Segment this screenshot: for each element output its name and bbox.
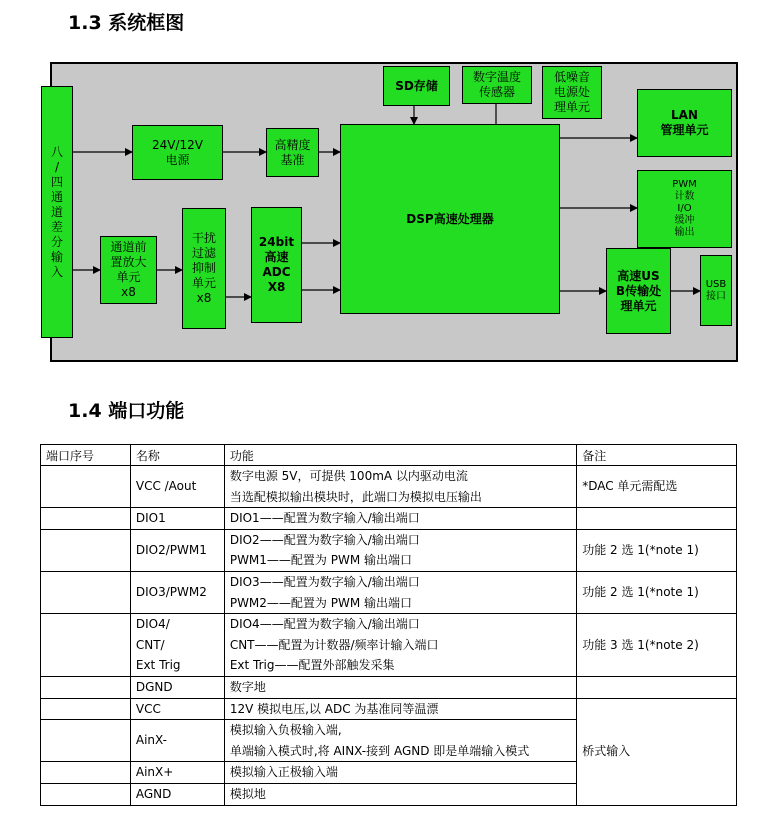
- table-header-row: [41, 445, 737, 466]
- block-sd-storage: SD存储: [383, 66, 450, 106]
- table-row: [41, 571, 737, 613]
- port-name: DIO3/PWM2: [130, 571, 224, 613]
- port-name: VCC /Aout: [130, 466, 224, 508]
- port-function: 数字地: [224, 676, 576, 698]
- block-low-noise-power: 低噪音 电源处 理单元: [542, 66, 602, 119]
- block-preamp: 通道前 置放大 单元 x8: [100, 236, 157, 304]
- header-port-no: 端口序号: [41, 445, 131, 466]
- block-input-channels: 八 / 四 通 道 差 分 输 入: [41, 86, 73, 338]
- section-title-1-3: 1.3 系统框图: [68, 12, 185, 34]
- table-row: [41, 698, 737, 720]
- port-note: [577, 508, 737, 530]
- section-title-1-4: 1.4 端口功能: [68, 400, 185, 422]
- block-usb-processor: 高速US B传输处 理单元: [606, 248, 671, 334]
- block-precision-reference: 高精度 基准: [266, 128, 319, 177]
- block-usb-port: USB 接口: [700, 255, 732, 326]
- block-dsp-processor: DSP高速处理器: [340, 124, 560, 314]
- port-function: 数字电源 5V，可提供 100mA 以内驱动电流 当选配模拟输出模块时，此端口为模拟电压输出: [224, 466, 576, 508]
- port-note: [577, 676, 737, 698]
- port-name: VCC: [130, 698, 224, 720]
- port-function: 12V 模拟电压,以 ADC 为基准同等温漂: [224, 698, 576, 720]
- header-note: 备注: [577, 445, 737, 466]
- header-function: 功能: [224, 445, 576, 466]
- port-note: *DAC 单元需配选: [577, 466, 737, 508]
- block-pwm-io: PWM 计数 I/O 缓冲 输出: [637, 170, 732, 248]
- port-function-table: [40, 444, 737, 806]
- table-row: [41, 529, 737, 571]
- table-row: [41, 676, 737, 698]
- port-function: DIO2——配置为数字输入/输出端口 PWM1——配置为 PWM 输出端口: [224, 529, 576, 571]
- port-note: 功能 3 选 1(*note 2): [577, 614, 737, 677]
- port-name: AinX+: [130, 762, 224, 784]
- port-name: DIO2/PWM1: [130, 529, 224, 571]
- table-row: [41, 508, 737, 530]
- port-function: 模拟输入正极输入端: [224, 762, 576, 784]
- port-function: DIO3——配置为数字输入/输出端口 PWM2——配置为 PWM 输出端口: [224, 571, 576, 613]
- port-function: 模拟地: [224, 783, 576, 805]
- port-name: DIO4/ CNT/ Ext Trig: [130, 614, 224, 677]
- block-filter: 干扰 过滤 抑制 单元 x8: [182, 208, 226, 329]
- port-name: AinX-: [130, 720, 224, 762]
- table-row: [41, 466, 737, 508]
- block-power-supply: 24V/12V 电源: [132, 125, 223, 180]
- port-function: DIO4——配置为数字输入/输出端口 CNT——配置为计数器/频率计输入端口 Ext Trig——配置外部触发采集: [224, 614, 576, 677]
- port-name: DIO1: [130, 508, 224, 530]
- block-lan-manager: LAN 管理单元: [637, 89, 732, 157]
- port-function: 模拟输入负极输入端, 单端输入模式时,将 AINX-接到 AGND 即是单端输入模式: [224, 720, 576, 762]
- port-note: 功能 2 选 1(*note 1): [577, 529, 737, 571]
- port-note: 功能 2 选 1(*note 1): [577, 571, 737, 613]
- port-function: DIO1——配置为数字输入/输出端口: [224, 508, 576, 530]
- block-temperature-sensor: 数字温度 传感器: [462, 66, 532, 104]
- port-name: DGND: [130, 676, 224, 698]
- header-name: 名称: [130, 445, 224, 466]
- table-row: [41, 614, 737, 677]
- port-note-bridge: 桥式输入: [577, 698, 737, 805]
- block-adc: 24bit 高速 ADC X8: [251, 207, 302, 323]
- port-name: AGND: [130, 783, 224, 805]
